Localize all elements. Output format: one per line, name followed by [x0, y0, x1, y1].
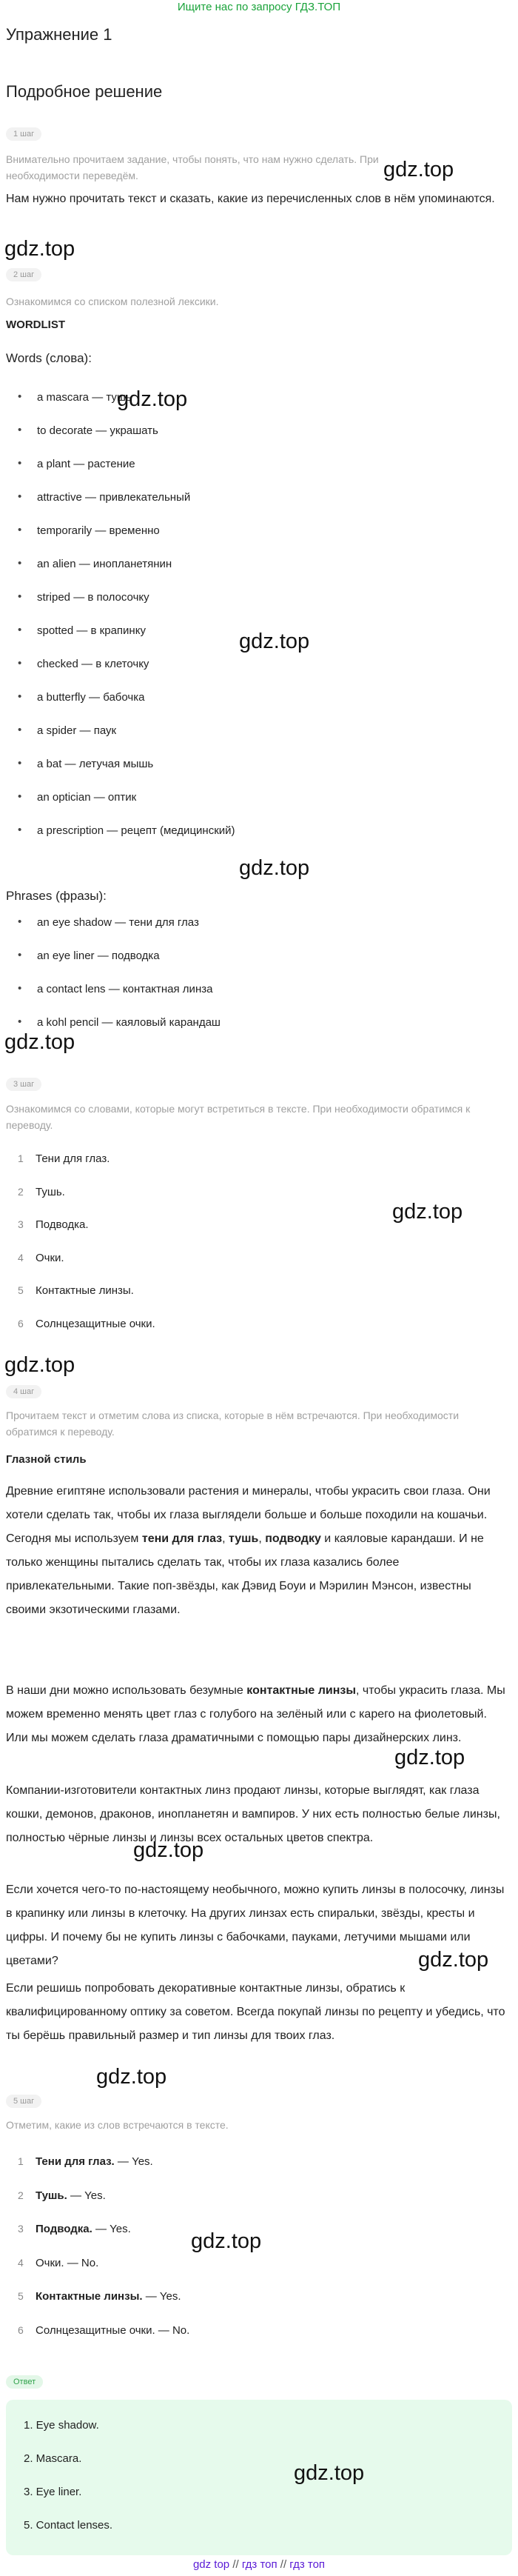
bullet-icon: •: [18, 390, 22, 403]
paragraph: Если решишь попробовать декоративные контактные линзы, обратись к квалифицированному оптику за советом. Всегда покупай линзы по рецепту и убедись, что ты берёшь правильный размер и тип линзы для твоих глаз.: [6, 1982, 505, 2042]
step-badge: 4 шаг: [6, 1385, 41, 1398]
paragraph-text: , чтобы украсить глаза. Мы можем временно менять цвет глаз с голубого на зелёный или с карего на фиолетовый. Или мы можем сделать глаза драматичными с помощью пары дизайнерских линз.: [6, 1684, 505, 1744]
answer-item: 3. Eye liner.: [24, 2486, 82, 2498]
result-text: [36, 2223, 131, 2235]
item-number: 5: [18, 1284, 24, 1297]
watermark: gdz.top: [117, 387, 188, 411]
page-title: Упражнение 1: [6, 25, 112, 44]
bullet-icon: •: [18, 657, 22, 670]
item-text: Тушь.: [36, 1185, 65, 1198]
word-text: a spider — паук: [37, 724, 117, 737]
item-number: 6: [18, 1318, 24, 1329]
watermark: gdz.top: [239, 856, 310, 880]
highlighted-word: контактные линзы: [246, 1684, 357, 1697]
bullet-icon: •: [18, 457, 22, 470]
result-text: [36, 2290, 181, 2303]
watermark: gdz.top: [96, 2065, 167, 2089]
watermark: gdz.top: [239, 630, 310, 653]
section-title: Подробное решение: [6, 82, 163, 101]
item-number: 1: [18, 2155, 24, 2167]
answer-item: 5. Contact lenses.: [24, 2519, 113, 2532]
bullet-icon: •: [18, 949, 22, 961]
item-text: Тени для глаз.: [36, 1152, 110, 1165]
answer-badge: Ответ: [6, 2375, 43, 2389]
result-word: Подводка.: [36, 2223, 92, 2236]
step-note: Ознакомимся со словами, которые могут встретиться в тексте. При необходимости обратимся к переводу.: [6, 1103, 471, 1131]
word-text: a bat — летучая мышь: [37, 758, 154, 770]
bullet-icon: •: [18, 424, 22, 436]
result-value: — Yes.: [114, 2155, 153, 2168]
watermark: gdz.top: [4, 1353, 75, 1377]
item-text: Солнцезащитные очки.: [36, 1318, 155, 1330]
watermark: gdz.top: [133, 1838, 204, 1862]
answer-box: [6, 2400, 512, 2555]
footer-link[interactable]: гдз топ: [241, 2558, 278, 2571]
watermark: gdz.top: [394, 1746, 465, 1769]
highlighted-word: подводку: [265, 1532, 321, 1545]
watermark: gdz.top: [383, 158, 454, 181]
paragraph-text: В наши дни можно использовать безумные: [6, 1684, 247, 1697]
watermark: gdz.top: [4, 237, 75, 261]
item-number: 5: [18, 2290, 24, 2303]
bullet-icon: •: [18, 557, 22, 570]
bullet-icon: •: [18, 624, 22, 636]
paragraph: Если хочется чего-то по-настоящему необычного, можно купить линзы в полосочку, линзы в крапинку или линзы в клеточку. На других линзах есть спиральки, звёзды, кресты и цифры. И почему бы не купить линзы с бабочками, пауками, летучими мышами или цветами?: [6, 1883, 505, 1967]
bullet-icon: •: [18, 790, 22, 803]
item-number: 4: [18, 1251, 24, 1264]
word-text: temporarily — временно: [37, 524, 160, 537]
watermark: gdz.top: [294, 2461, 365, 2485]
item-number: 4: [18, 2256, 24, 2269]
phrase-text: a contact lens — контактная линза: [37, 983, 213, 995]
step-badge: 2 шаг: [6, 268, 41, 281]
item-text: Контактные линзы.: [36, 1284, 134, 1298]
result-value: — No.: [155, 2324, 190, 2337]
item-number: 2: [18, 1185, 24, 1198]
phrase-text: a kohl pencil — каяловый карандаш: [37, 1016, 221, 1029]
word-text: to decorate — украшать: [37, 424, 158, 437]
item-number: 2: [18, 2189, 24, 2201]
bullet-icon: •: [18, 757, 22, 770]
bullet-icon: •: [18, 690, 22, 703]
word-text: striped — в полосочку: [37, 591, 149, 604]
phrase-text: an eye shadow — тени для глаз: [37, 916, 199, 929]
answer-item: 1. Eye shadow.: [24, 2419, 99, 2432]
bullet-icon: •: [18, 590, 22, 603]
result-value: — Yes.: [92, 2223, 131, 2236]
item-number: 3: [18, 1218, 24, 1231]
footer-link[interactable]: гдз топ: [289, 2558, 326, 2571]
footer-separator: //: [232, 2558, 239, 2571]
bullet-icon: •: [18, 824, 22, 836]
item-number: 1: [18, 1152, 24, 1164]
result-text: [36, 2155, 153, 2168]
result-word: Солнцезащитные очки.: [36, 2324, 155, 2337]
footer-link[interactable]: gdz top: [192, 2558, 230, 2571]
step-text: Нам нужно прочитать текст и сказать, какие из перечисленных слов в нём упоминаются.: [6, 193, 495, 205]
word-text: checked — в клеточку: [37, 658, 149, 670]
result-text: [36, 2257, 98, 2269]
paragraph: [6, 1480, 509, 1622]
result-value: — No.: [64, 2256, 99, 2269]
bullet-icon: •: [18, 524, 22, 536]
step-note: Внимательно прочитаем задание, чтобы понять, что нам нужно сделать. При необходимости переведём.: [6, 153, 379, 181]
result-value: — Yes.: [142, 2290, 181, 2303]
bullet-icon: •: [18, 982, 22, 995]
item-number: 6: [18, 2324, 24, 2336]
highlighted-word: тушь: [229, 1532, 259, 1545]
result-word: Тушь.: [36, 2189, 67, 2202]
paragraph-text: Древние египтяне использовали растения и минералы, чтобы украсить свои глаза. Они хотели сделать так, чтобы их глаза выглядели больше и больше походили на кошачьи. Сегодня мы используем: [6, 1485, 491, 1545]
result-word: Очки.: [36, 2256, 64, 2269]
word-text: attractive — привлекательный: [37, 491, 191, 504]
words-label: Words (слова):: [6, 351, 92, 365]
answer-item: 2. Mascara.: [24, 2452, 82, 2465]
bullet-icon: •: [18, 724, 22, 736]
word-text: spotted — в крапинку: [37, 624, 146, 637]
step-badge: 3 шаг: [6, 1078, 41, 1091]
bullet-icon: •: [18, 1015, 22, 1028]
step-note: Прочитаем текст и отметим слова из списка, которые в нём встречаются. При необходимости обратимся к переводу.: [6, 1409, 460, 1438]
paragraph-text: ,: [258, 1532, 266, 1545]
item-number: 3: [18, 2223, 24, 2235]
result-word: Контактные линзы.: [36, 2290, 143, 2303]
phrase-text: an eye liner — подводка: [37, 950, 160, 962]
step-badge: 5 шаг: [6, 2095, 41, 2108]
watermark: gdz.top: [392, 1200, 463, 1224]
word-text: a mascara — тушь: [37, 391, 132, 404]
paragraph: Компании-изготовители контактных линз продают линзы, которые выглядят, как глаза кошки, демонов, драконов, инопланетян и вампиров. У них есть полностью белые линзы, полностью чёрные линзы и линзы всех остальных цветов спектра.: [6, 1784, 500, 1844]
watermark: gdz.top: [4, 1030, 75, 1054]
word-text: a plant — растение: [37, 458, 135, 470]
word-text: an alien — инопланетянин: [37, 558, 172, 570]
word-text: a prescription — рецепт (медицинский): [37, 824, 235, 837]
step-note: Отметим, какие из слов встречаются в тексте.: [6, 2119, 229, 2131]
footer: [0, 2558, 518, 2571]
result-text: [36, 2324, 189, 2337]
highlighted-word: тени для глаз: [141, 1532, 223, 1545]
watermark: gdz.top: [191, 2229, 262, 2253]
paragraph-text: и каяловые карандаши. И не только женщины пытались сделать так, чтобы их глаза казались более привлекательными. Такие поп-звёзды, как Дэвид Боуи и Мэрилин Мэнсон, известны своими экзотическими глазами.: [6, 1532, 484, 1616]
item-text: Очки.: [36, 1251, 64, 1264]
phrases-label: Phrases (фразы):: [6, 889, 107, 903]
step-badge: 1 шаг: [6, 127, 41, 141]
word-text: an optician — оптик: [37, 791, 137, 804]
wordlist-heading: WORDLIST: [6, 318, 65, 331]
result-word: Тени для глаз.: [36, 2155, 115, 2168]
paragraph-text: ,: [222, 1532, 229, 1545]
word-text: a butterfly — бабочка: [37, 691, 145, 704]
result-value: — Yes.: [67, 2189, 106, 2202]
footer-separator: //: [280, 2558, 287, 2571]
bullet-icon: •: [18, 915, 22, 928]
step-note: Ознакомимся со списком полезной лексики.: [6, 296, 219, 307]
result-text: [36, 2189, 106, 2202]
text-heading: Глазной стиль: [6, 1453, 87, 1466]
bullet-icon: •: [18, 490, 22, 503]
paragraph: [6, 1679, 509, 1750]
item-text: Подводка.: [36, 1218, 89, 1232]
top-banner[interactable]: Ищите нас по запросу ГДЗ.ТОП: [177, 1, 341, 13]
watermark: gdz.top: [418, 1948, 489, 1972]
